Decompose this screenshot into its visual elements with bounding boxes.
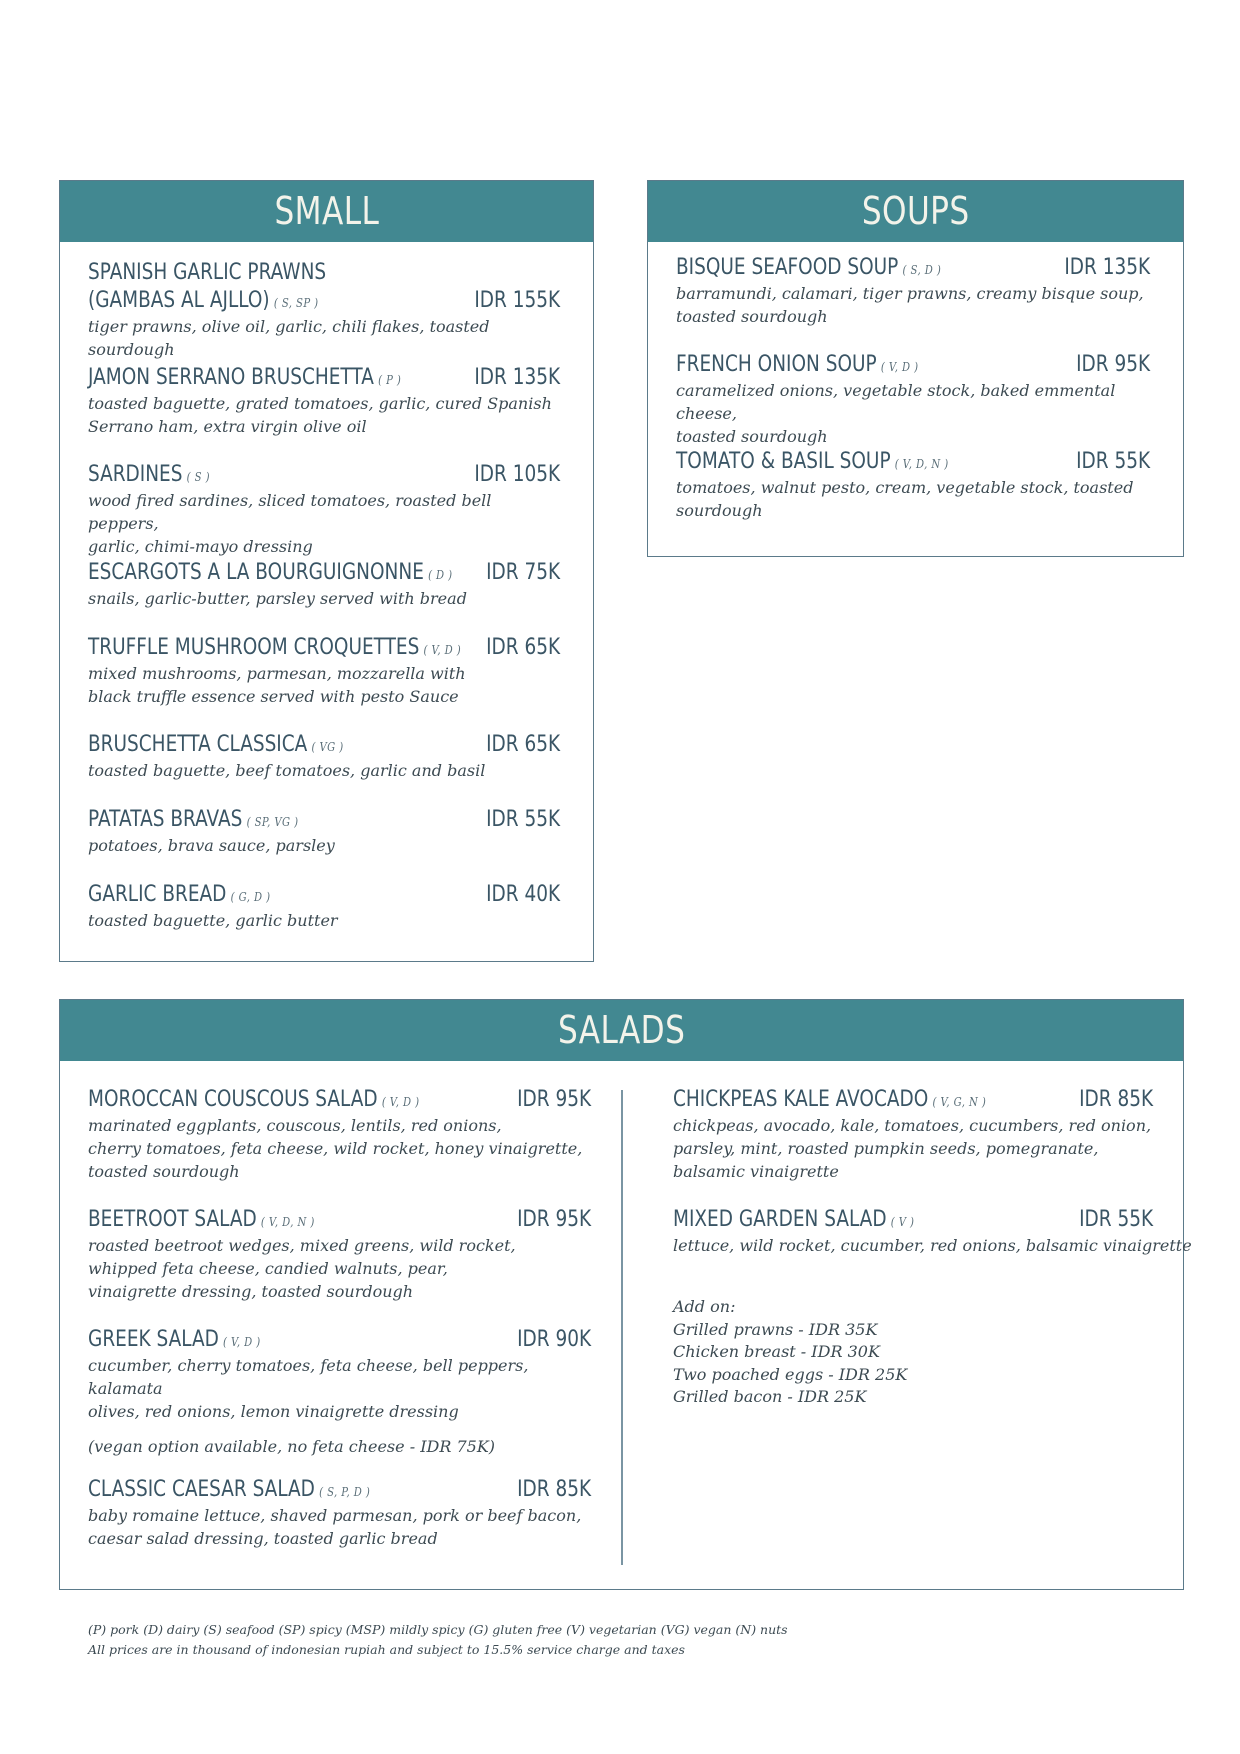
item-name: MOROCCAN COUSCOUS SALAD ( V, D ): [88, 1087, 420, 1112]
menu-item: [676, 448, 1150, 522]
menu-item: [88, 1206, 591, 1303]
menu-item: [88, 559, 560, 610]
item-name: GARLIC BREAD ( G, D ): [88, 882, 271, 907]
item-price: IDR 105K: [474, 462, 560, 487]
column-divider: [621, 1090, 623, 1565]
item-name: BISQUE SEAFOOD SOUP ( S, D ): [676, 255, 942, 280]
item-tags: ( V, D, N ): [894, 457, 949, 471]
item-tags: ( S, P, D ): [319, 1485, 371, 1499]
item-description: snails, garlic-butter, parsley served with bread: [88, 589, 467, 608]
item-description: lettuce, wild rocket, cucumber, red onions, balsamic vinaigrette: [673, 1236, 1192, 1255]
item-name: MIXED GARDEN SALAD ( V ): [673, 1207, 915, 1232]
add-on-label: Add on:: [673, 1297, 736, 1316]
item-price: IDR 55K: [1075, 449, 1150, 474]
item-name: BRUSCHETTA CLASSICA ( VG ): [88, 732, 344, 757]
item-price: IDR 135K: [474, 365, 560, 390]
item-tags: ( D ): [428, 568, 453, 582]
item-tags: ( G, D ): [230, 890, 271, 904]
add-on-item: Two poached eggs - IDR 25K: [673, 1364, 908, 1384]
section-header: [648, 181, 1183, 242]
item-name: CHICKPEAS KALE AVOCADO ( V, G, N ): [673, 1087, 987, 1112]
menu-item: [88, 1086, 591, 1183]
item-description: marinated eggplants, couscous, lentils, red onions, cherry tomatoes, feta cheese, wild rocket, honey vinaigrette, toasted sourdough: [88, 1116, 583, 1181]
small-section: [59, 180, 594, 962]
item-name: TRUFFLE MUSHROOM CROQUETTES ( V, D ): [88, 635, 462, 660]
item-tags: ( V ): [890, 1215, 915, 1229]
menu-item: [676, 254, 1150, 328]
item-description: wood fired sardines, sliced tomatoes, roasted bell peppers, garlic, chimi-mayo dressing: [88, 491, 492, 556]
item-price: IDR 95K: [516, 1207, 591, 1232]
item-description: mixed mushrooms, parmesan, mozzarella with black truffle essence served with pesto Sauce: [88, 664, 466, 706]
item-tags: ( V, D ): [880, 360, 919, 374]
item-description: barramundi, calamari, tiger prawns, creamy bisque soup, toasted sourdough: [676, 284, 1144, 326]
item-name: PATATAS BRAVAS ( SP, VG ): [88, 807, 299, 832]
item-price: IDR 65K: [485, 635, 560, 660]
item-description: chickpeas, avocado, kale, tomatoes, cucumbers, red onion, parsley, mint, roasted pumpkin seeds, pomegranate, balsamic vinaigrette: [673, 1116, 1152, 1181]
item-tags: ( SP, VG ): [246, 815, 299, 829]
menu-item: [88, 634, 560, 708]
section-header: [60, 1000, 1183, 1061]
menu-item: [88, 364, 560, 438]
menu-item: [88, 461, 560, 558]
item-description: toasted baguette, garlic butter: [88, 911, 338, 930]
item-tags: ( S ): [186, 470, 210, 484]
add-on-item: Chicken breast - IDR 30K: [673, 1342, 880, 1361]
item-price: IDR 135K: [1064, 255, 1150, 280]
item-price: IDR 155K: [474, 288, 560, 313]
item-description: cucumber, cherry tomatoes, feta cheese, bell peppers, kalamata olives, red onions, lemon vinaigrette dressing: [88, 1356, 529, 1421]
section-title: SALADS: [557, 1008, 686, 1052]
item-name: SARDINES ( S ): [88, 462, 210, 487]
menu-item: [88, 1476, 591, 1550]
item-price: IDR 75K: [485, 560, 560, 585]
section-title: SMALL: [274, 189, 379, 233]
item-price: IDR 95K: [516, 1087, 591, 1112]
add-on-item: Grilled bacon - IDR 25K: [673, 1387, 867, 1406]
item-name: (GAMBAS AL AJLLO) ( S, SP ): [88, 288, 319, 313]
price-note: All prices are in thousand of indonesian rupiah and subject to 15.5% service charge and taxes: [88, 1642, 685, 1657]
item-tags: ( S, SP ): [273, 296, 319, 310]
menu-item: [673, 1206, 1192, 1257]
item-tags: ( V, D ): [423, 643, 462, 657]
item-tags: ( V, D ): [223, 1335, 261, 1349]
menu-item: [88, 259, 560, 361]
item-price: IDR 85K: [516, 1477, 591, 1502]
item-description: toasted baguette, beef tomatoes, garlic and basil: [88, 761, 486, 780]
item-name: BEETROOT SALAD ( V, D, N ): [88, 1207, 315, 1232]
item-name: ESCARGOTS A LA BOURGUIGNONNE ( D ): [88, 560, 453, 585]
item-price: IDR 90K: [516, 1327, 591, 1352]
dietary-legend: (P) pork (D) dairy (S) seafood (SP) spicy (MSP) mildly spicy (G) gluten free (V) vegetarian (VG) vegan (N) nuts: [88, 1622, 788, 1637]
item-price: IDR 40K: [485, 882, 560, 907]
item-tags: ( VG ): [311, 740, 344, 754]
item-name: GREEK SALAD ( V, D ): [88, 1327, 261, 1352]
item-description: roasted beetroot wedges, mixed greens, wild rocket, whipped feta cheese, candied walnuts, pear, vinaigrette dressing, toasted sourdough: [88, 1236, 516, 1301]
menu-item: [88, 1326, 591, 1458]
menu-item: [88, 731, 560, 782]
menu-item: [676, 351, 1150, 448]
section-header: [60, 181, 593, 242]
item-price: IDR 65K: [485, 732, 560, 757]
item-description: tomatoes, walnut pesto, cream, vegetable stock, toasted sourdough: [676, 478, 1134, 520]
item-tags: ( V, G, N ): [932, 1095, 987, 1109]
item-description: tiger prawns, olive oil, garlic, chili flakes, toasted sourdough: [88, 317, 490, 359]
menu-item: [88, 806, 560, 857]
item-tags: ( P ): [378, 373, 402, 387]
menu-item: [88, 881, 560, 932]
item-description: toasted baguette, grated tomatoes, garlic, cured Spanish Serrano ham, extra virgin olive oil: [88, 394, 552, 436]
item-price: IDR 55K: [485, 807, 560, 832]
item-tags: ( V, D ): [381, 1095, 420, 1109]
footer: [88, 1620, 788, 1660]
item-price: IDR 55K: [1078, 1207, 1153, 1232]
add-on-list: [673, 1296, 1153, 1409]
item-name: CLASSIC CAESAR SALAD ( S, P, D ): [88, 1477, 371, 1502]
item-tags: ( S, D ): [902, 263, 942, 277]
item-name: TOMATO & BASIL SOUP ( V, D, N ): [676, 449, 949, 474]
item-note: (vegan option available, no feta cheese - IDR 75K): [88, 1437, 496, 1456]
add-on-item: Grilled prawns - IDR 35K: [673, 1319, 878, 1339]
item-price: IDR 85K: [1078, 1087, 1153, 1112]
item-tags: ( V, D, N ): [260, 1215, 315, 1229]
item-name: JAMON SERRANO BRUSCHETTA ( P ): [88, 365, 402, 390]
item-description: caramelized onions, vegetable stock, baked emmental cheese, toasted sourdough: [676, 381, 1116, 446]
menu-item: [673, 1086, 1153, 1183]
item-name: FRENCH ONION SOUP ( V, D ): [676, 352, 919, 377]
item-description: potatoes, brava sauce, parsley: [88, 836, 335, 855]
section-title: SOUPS: [861, 189, 970, 233]
soups-section: [647, 180, 1184, 557]
salads-section: [59, 999, 1192, 1590]
item-price: IDR 95K: [1075, 352, 1150, 377]
item-name-line1: SPANISH GARLIC PRAWNS: [88, 260, 327, 285]
item-description: baby romaine lettuce, shaved parmesan, pork or beef bacon, caesar salad dressing, toasted garlic bread: [88, 1506, 582, 1548]
